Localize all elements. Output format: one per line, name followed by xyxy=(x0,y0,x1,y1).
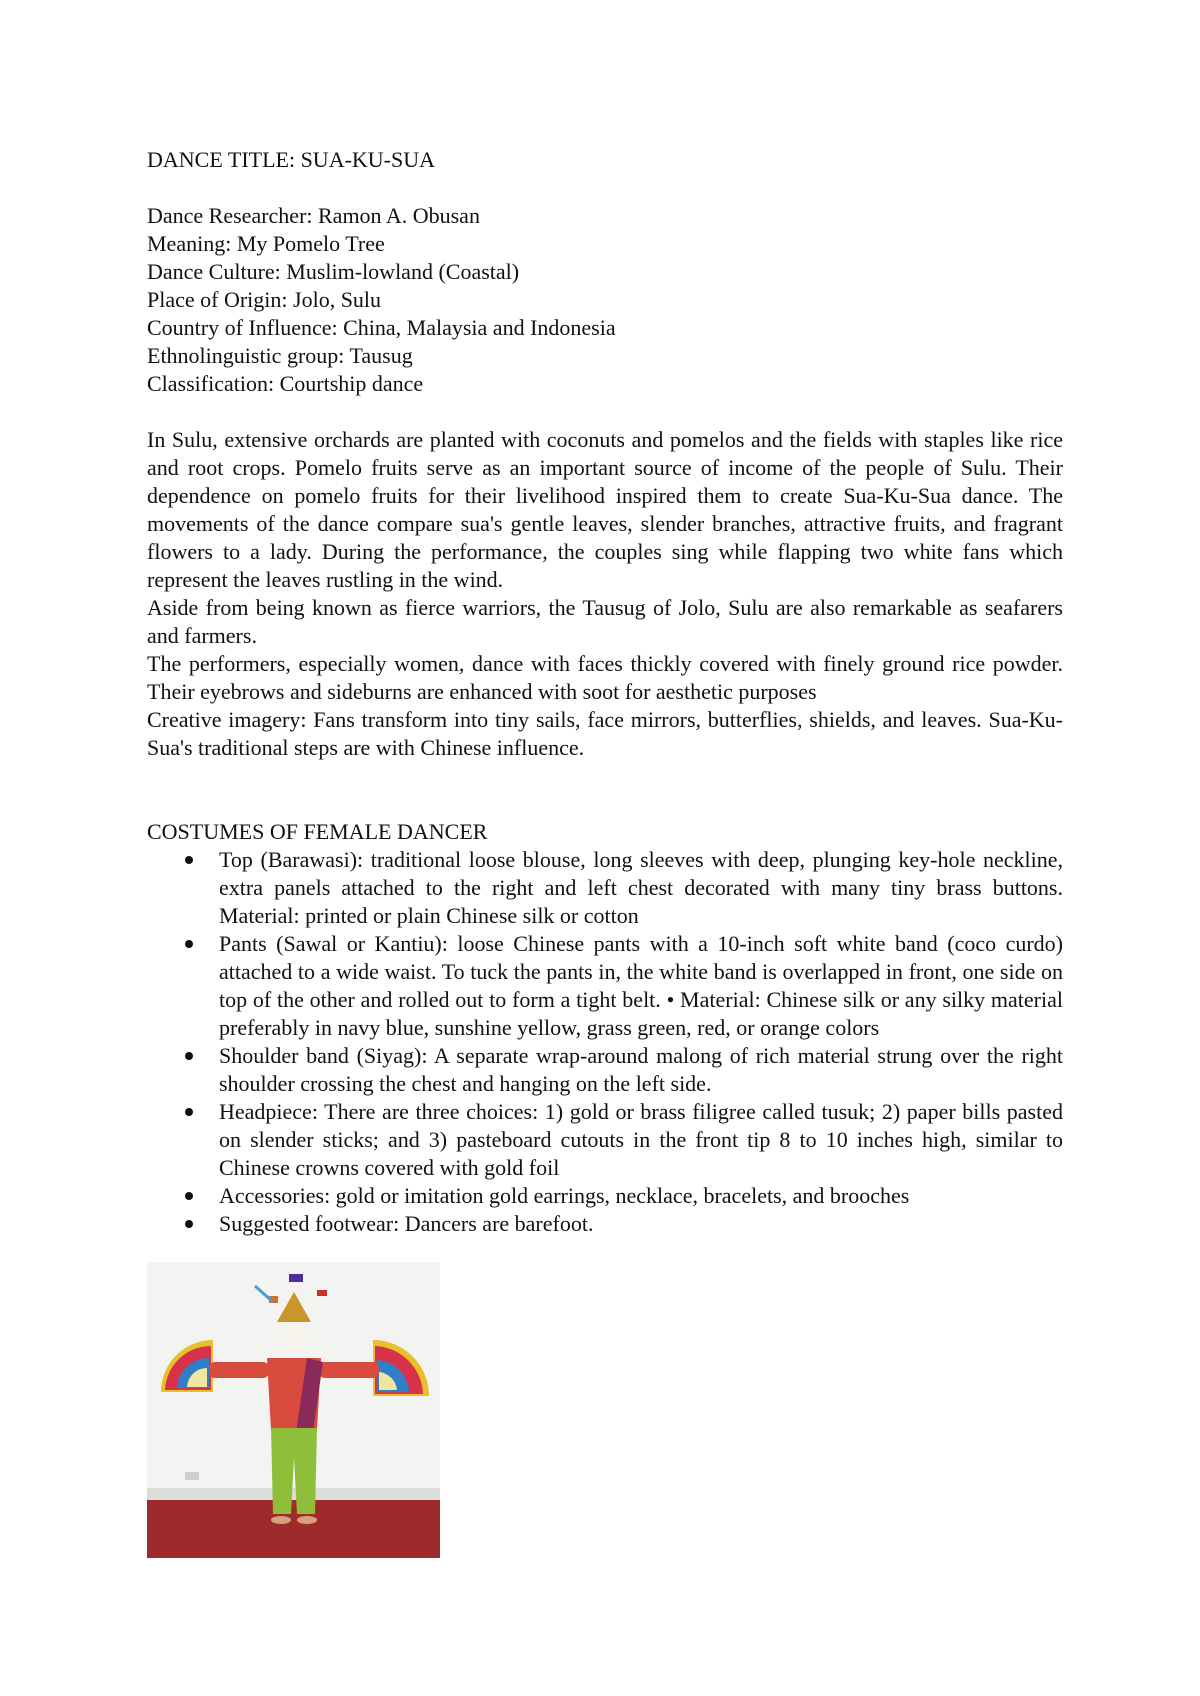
meta-meaning: Meaning: My Pomelo Tree xyxy=(147,231,385,256)
paragraph: Aside from being known as fierce warriors, the Tausug of Jolo, Sulu are also remarkable as seafarers and farmers. xyxy=(147,595,1063,648)
bullet-icon xyxy=(185,1108,193,1116)
description xyxy=(147,426,1063,762)
bullet-icon xyxy=(185,1220,193,1228)
dancer-photo xyxy=(147,1262,440,1558)
dance-metadata xyxy=(147,202,1063,398)
paragraph: In Sulu, extensive orchards are planted with coconuts and pomelos and the fields with staples like rice and root crops. Pomelo fruits serve as an important source of income of the people of Sulu. Their dependence on pomelo fruits for their livelihood inspired them to create Sua-Ku-Sua dance. The movements of the dance compare sua's gentle leaves, slender branches, attractive fruits, and fragrant flowers to a lady. During the performance, the couples sing while flapping two white fans which represent the leaves rustling in the wind. xyxy=(147,427,1063,592)
bullet-icon xyxy=(185,856,193,864)
paragraph: The performers, especially women, dance with faces thickly covered with finely ground rice powder. Their eyebrows and sideburns are enhanced with soot for aesthetic purposes xyxy=(147,651,1063,704)
meta-influence: Country of Influence: China, Malaysia and Indonesia xyxy=(147,315,616,340)
meta-culture: Dance Culture: Muslim-lowland (Coastal) xyxy=(147,259,520,284)
costume-item-footwear: Suggested footwear: Dancers are barefoot. xyxy=(147,1210,1063,1238)
costume-item-accessories: Accessories: gold or imitation gold earrings, necklace, bracelets, and brooches xyxy=(147,1182,1063,1210)
baseboard xyxy=(147,1488,440,1500)
meta-classification: Classification: Courtship dance xyxy=(147,371,424,396)
bullet-icon xyxy=(185,940,193,948)
document-page xyxy=(147,146,1063,1238)
bullet-icon xyxy=(185,1192,193,1200)
right-arm xyxy=(319,1362,379,1378)
wall-outlet xyxy=(185,1472,199,1480)
left-arm xyxy=(209,1362,269,1378)
bullet-icon xyxy=(185,1052,193,1060)
costume-heading: COSTUMES OF FEMALE DANCER xyxy=(147,819,488,844)
meta-researcher: Dance Researcher: Ramon A. Obusan xyxy=(147,203,480,228)
dancer-illustration xyxy=(147,1262,440,1558)
left-foot xyxy=(271,1516,291,1524)
meta-origin: Place of Origin: Jolo, Sulu xyxy=(147,287,382,312)
costume-item-top: Top (Barawasi): traditional loose blouse, long sleeves with deep, plunging key-hole neckline, extra panels attached to the right and left chest decorated with many tiny brass buttons. Material: printed or plain Chinese silk or cotton xyxy=(147,846,1063,930)
dance-title: DANCE TITLE: SUA-KU-SUA xyxy=(147,147,436,172)
costume-item-pants: Pants (Sawal or Kantiu): loose Chinese pants with a 10-inch soft white band (coco curdo) attached to a wide waist. To tuck the pants in, the white band is overlapped in front, one side on top of the other and rolled out to form a tight belt. • Material: Chinese silk or any silky material preferably in navy blue, sunshine yellow, grass green, red, or orange colors xyxy=(147,930,1063,1042)
costume-item-headpiece: Headpiece: There are three choices: 1) gold or brass filigree called tusuk; 2) paper bills pasted on slender sticks; and 3) pasteboard cutouts in the front tip 8 to 10 inches high, similar to Chinese crowns covered with gold foil xyxy=(147,1098,1063,1182)
floor xyxy=(147,1498,440,1558)
right-foot xyxy=(297,1516,317,1524)
meta-ethnolinguistic-group: Ethnolinguistic group: Tausug xyxy=(147,343,413,368)
paragraph: Creative imagery: Fans transform into tiny sails, face mirrors, butterflies, shields, and leaves. Sua-Ku-Sua's traditional steps are with Chinese influence. xyxy=(147,707,1063,760)
costume-list xyxy=(147,846,1063,1238)
face xyxy=(281,1323,307,1353)
costume-item-shoulder-band: Shoulder band (Siyag): A separate wrap-around malong of rich material strung over the right shoulder crossing the chest and hanging on the left side. xyxy=(147,1042,1063,1098)
